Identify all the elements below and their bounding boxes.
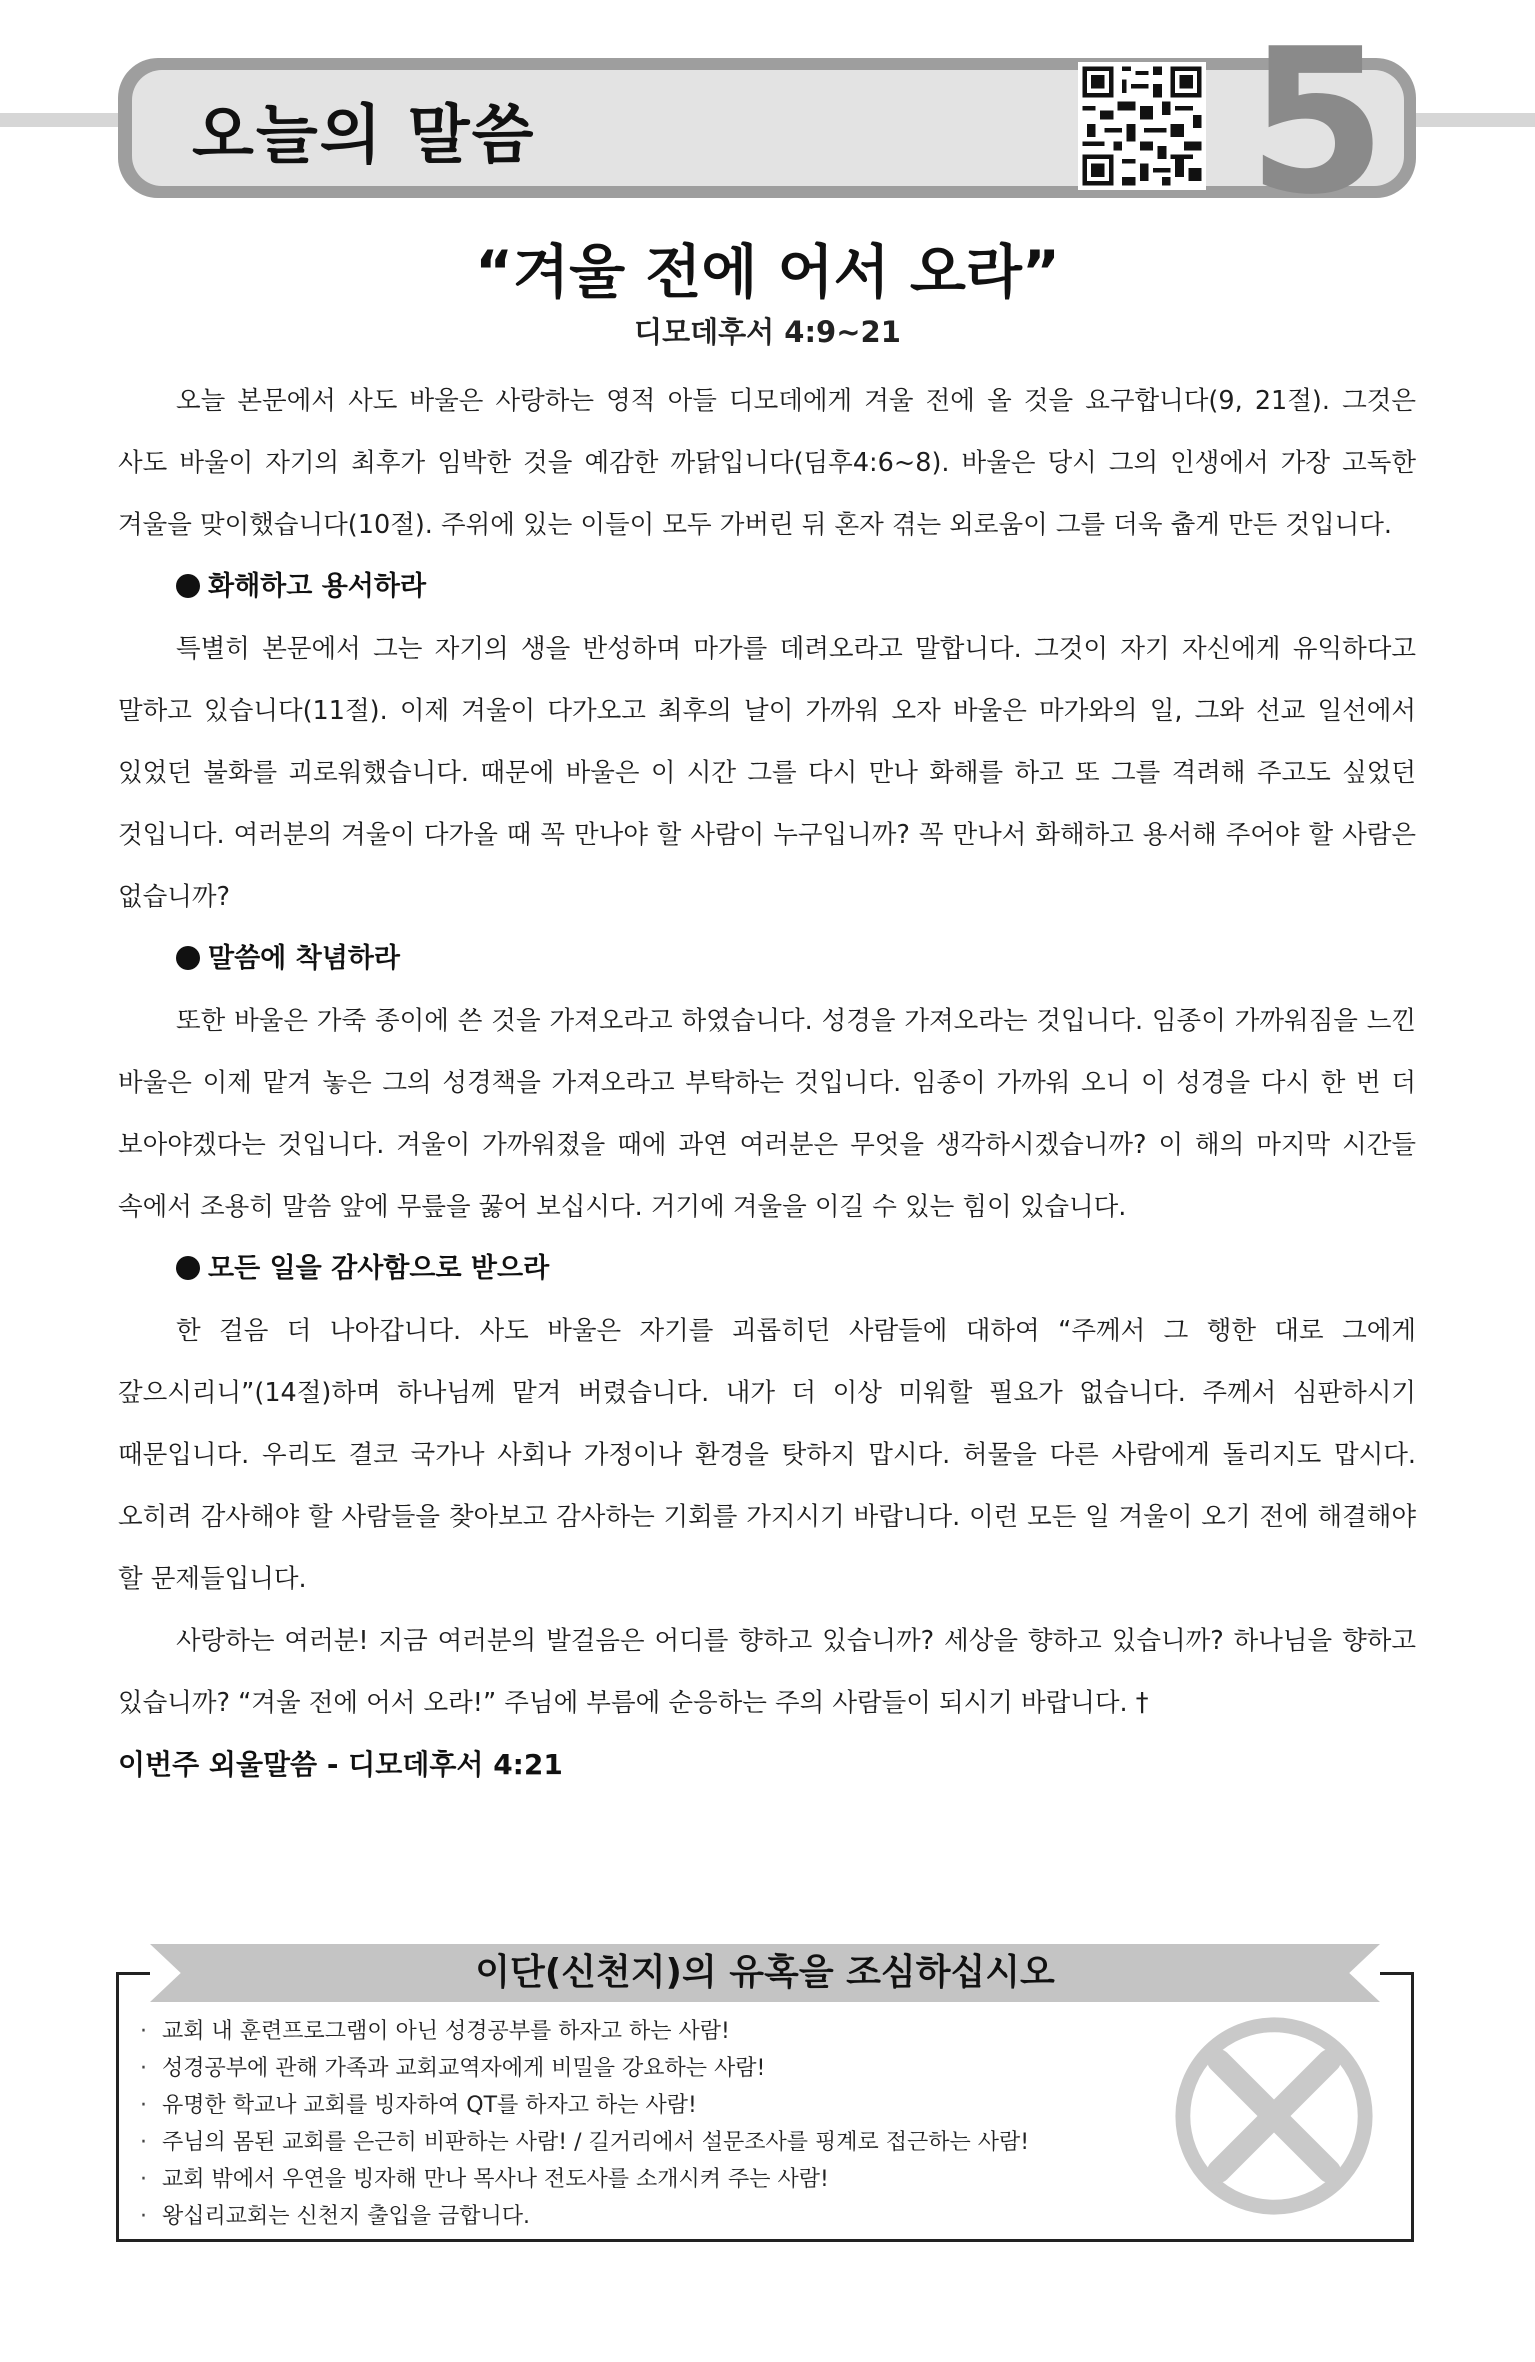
section-paragraph: 또한 바울은 가죽 종이에 쓴 것을 가져오라고 하였습니다. 성경을 가져오라는 것입니다. 임종이 가까워짐을 느낀 바울은 이제 맡겨 놓은 그의 성경책을 가져오라고 부탁하는 것입니다. 임종이 가까워 오니 이 성경을 다시 한 번 더 보아야겠다는 것입니다. 겨울이 가까워졌을 때에 과연 여러분은 무엇을 생각하시겠습니까? 이 해의 마지막 시간들 속에서 조용히 말씀 앞에 무릎을 꿇어 보십시다. 거기에 겨울을 이길 수 있는 힘이 있습니다.	[118, 1006, 1416, 1222]
bullet-icon	[176, 1256, 200, 1280]
warning-title: 이단(신천지)의 유혹을 조심하십시오	[475, 1952, 1055, 1993]
qr-code-icon[interactable]	[1078, 62, 1206, 190]
section-heading-text: 화해하고 용서하라	[208, 571, 427, 602]
section-paragraph: 특별히 본문에서 그는 자기의 생을 반성하며 마가를 데려오라고 말합니다. 그것이 자기 자신에게 유익하다고 말하고 있습니다(11절). 이제 겨울이 다가오고 최후의 날이 가까워 오자 바울은 마가와의 일, 그와 선교 일선에서 있었던 불화를 괴로워했습니다. 때문에 바울은 이 시간 그를 다시 만나 화해를 하고 또 그를 격려해 주고도 싶었던 것입니다. 여러분의 겨울이 다가올 때 꼭 만나야 할 사람이 누구입니까? 꼭 만나서 화해하고 용서해 주어야 할 사람은 없습니까?	[118, 634, 1416, 912]
list-item: · 교회 내 훈련프로그램이 아닌 성경공부를 하자고 하는 사람!	[140, 2013, 1200, 2050]
list-item: · 주님의 몸된 교회를 은근히 비판하는 사람! / 길거리에서 설문조사를 핑계로 접근하는 사람!	[140, 2124, 1200, 2161]
warning-box-corner-right	[1380, 1972, 1414, 1975]
warning-list	[140, 2013, 1200, 2235]
bullet-icon	[176, 946, 200, 970]
page-title: 오늘의 말씀	[192, 99, 536, 173]
section-paragraph: 한 걸음 더 나아갑니다. 사도 바울은 자기를 괴롭히던 사람들에 대하여 “주께서 그 행한 대로 그에게 갚으시리니”(14절)하며 하나님께 맡겨 버렸습니다. 내가 더 이상 미워할 필요가 없습니다. 주께서 심판하시기 때문입니다. 우리도 결코 국가나 사회나 가정이나 환경을 탓하지 맙시다. 허물을 다른 사람에게 돌리지도 맙시다. 오히려 감사해야 할 사람들을 찾아보고 감사하는 기회를 가지시기 바랍니다. 이런 모든 일 겨울이 오기 전에 해결해야 할 문제들입니다.	[118, 1316, 1416, 1594]
section-heading	[118, 1238, 1416, 1300]
list-item: · 유명한 학교나 교회를 빙자하여 QT를 하자고 하는 사람!	[140, 2087, 1200, 2124]
x-circle-icon	[1168, 2010, 1380, 2222]
memory-verse: 이번주 외울말씀 - 디모데후서 4:21	[118, 1748, 563, 1781]
section-heading-text: 모든 일을 감사함으로 받으라	[208, 1253, 550, 1284]
scripture-reference: 디모데후서 4:9~21	[634, 315, 901, 349]
section-heading-text: 말씀에 착념하라	[208, 943, 400, 974]
intro-paragraph: 오늘 본문에서 사도 바울은 사랑하는 영적 아들 디모데에게 겨울 전에 올 것을 요구합니다(9, 21절). 그것은 사도 바울이 자기의 최후가 임박한 것을 예감한 까닭입니다(딤후4:6~8). 바울은 당시 그의 인생에서 가장 고독한 겨울을 맞이했습니다(10절). 주위에 있는 이들이 모두 가버린 뒤 혼자 겪는 외로움이 그를 더욱 춥게 만든 것입니다.	[118, 386, 1416, 540]
section-heading	[118, 928, 1416, 990]
list-item: · 성경공부에 관해 가족과 교회교역자에게 비밀을 강요하는 사람!	[140, 2050, 1200, 2087]
page-number: 5	[1247, 6, 1387, 239]
closing-paragraph: 사랑하는 여러분! 지금 여러분의 발걸음은 어디를 향하고 있습니까? 세상을 향하고 있습니까? 하나님을 향하고 있습니까? “겨울 전에 어서 오라!” 주님에 부름에 순응하는 주의 사람들이 되시기 바랍니다. †	[118, 1626, 1416, 1718]
section-heading	[118, 556, 1416, 618]
warning-box-corner-left	[116, 1972, 150, 1975]
sermon-body	[118, 370, 1416, 1796]
list-item: · 교회 밖에서 우연을 빙자해 만나 목사나 전도사를 소개시켜 주는 사람!	[140, 2161, 1200, 2198]
sermon-title: “겨울 전에 어서 오라”	[474, 238, 1061, 306]
list-item: · 왕십리교회는 신천지 출입을 금합니다.	[140, 2198, 1200, 2235]
bullet-icon	[176, 574, 200, 598]
